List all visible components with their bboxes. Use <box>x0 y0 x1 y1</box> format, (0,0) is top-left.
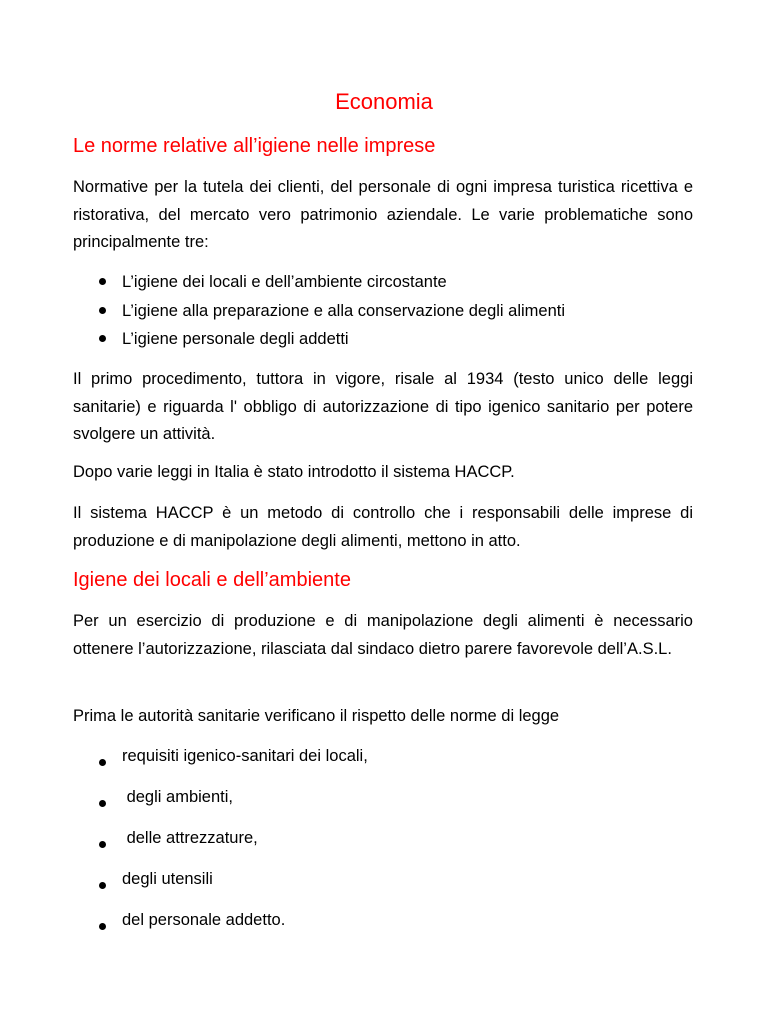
list-item <box>96 865 368 906</box>
bullet-icon <box>99 759 106 766</box>
paragraph-1934: Il primo procedimento, tuttora in vigore, risale al 1934 (testo unico delle leggi sanitarie) e riguarda l' obbligo di autorizzazione di tipo igenico sanitario per potere svolgere un attività. <box>73 370 693 443</box>
section-heading-norme: Le norme relative all’igiene nelle imprese <box>73 135 436 157</box>
bullet-icon <box>99 882 106 889</box>
list-item <box>96 268 565 297</box>
section-heading-igiene-locali: Igiene dei locali e dell’ambiente <box>73 569 351 591</box>
list-item-text: delle attrezzature, <box>122 829 258 847</box>
list-item <box>96 783 368 824</box>
paragraph-haccp-intro: Dopo varie leggi in Italia è stato introdotto il sistema HACCP. <box>73 463 515 481</box>
list-item-text: del personale addetto. <box>122 911 286 929</box>
document-title: Economia <box>335 89 433 114</box>
paragraph-verifica: Prima le autorità sanitarie verificano il rispetto delle norme di legge <box>73 707 560 725</box>
list-item-text: degli utensili <box>122 870 213 888</box>
list-item <box>96 906 368 947</box>
list-item <box>96 824 368 865</box>
requirements-list <box>96 742 368 947</box>
bullet-icon <box>99 307 106 314</box>
problems-list <box>96 268 565 354</box>
list-item-text: L’igiene dei locali e dell’ambiente circostante <box>122 273 447 291</box>
intro-paragraph: Normative per la tutela dei clienti, del personale di ogni impresa turistica ricettiva e ristorativa, del mercato vero patrimonio aziendale. Le varie problematiche sono principalmente tre: <box>73 178 693 251</box>
list-item <box>96 297 565 326</box>
bullet-icon <box>99 841 106 848</box>
list-item <box>96 325 565 354</box>
paragraph-autorizzazione: Per un esercizio di produzione e di manipolazione degli alimenti è necessario ottenere l’autorizzazione, rilasciata dal sindaco dietro parere favorevole dell’A.S.L. <box>73 612 693 658</box>
list-item-text: L’igiene personale degli addetti <box>122 330 349 348</box>
list-item <box>96 742 368 783</box>
list-item-text: L’igiene alla preparazione e alla conservazione degli alimenti <box>122 301 566 320</box>
bullet-icon <box>99 800 106 807</box>
list-item-text: degli ambienti, <box>122 788 233 806</box>
bullet-icon <box>99 923 106 930</box>
paragraph-haccp-definition: Il sistema HACCP è un metodo di controllo che i responsabili delle imprese di produzione e di manipolazione degli alimenti, mettono in atto. <box>73 504 693 550</box>
bullet-icon <box>99 278 106 285</box>
list-item-text: requisiti igenico-sanitari dei locali, <box>122 747 368 765</box>
bullet-icon <box>99 335 106 342</box>
